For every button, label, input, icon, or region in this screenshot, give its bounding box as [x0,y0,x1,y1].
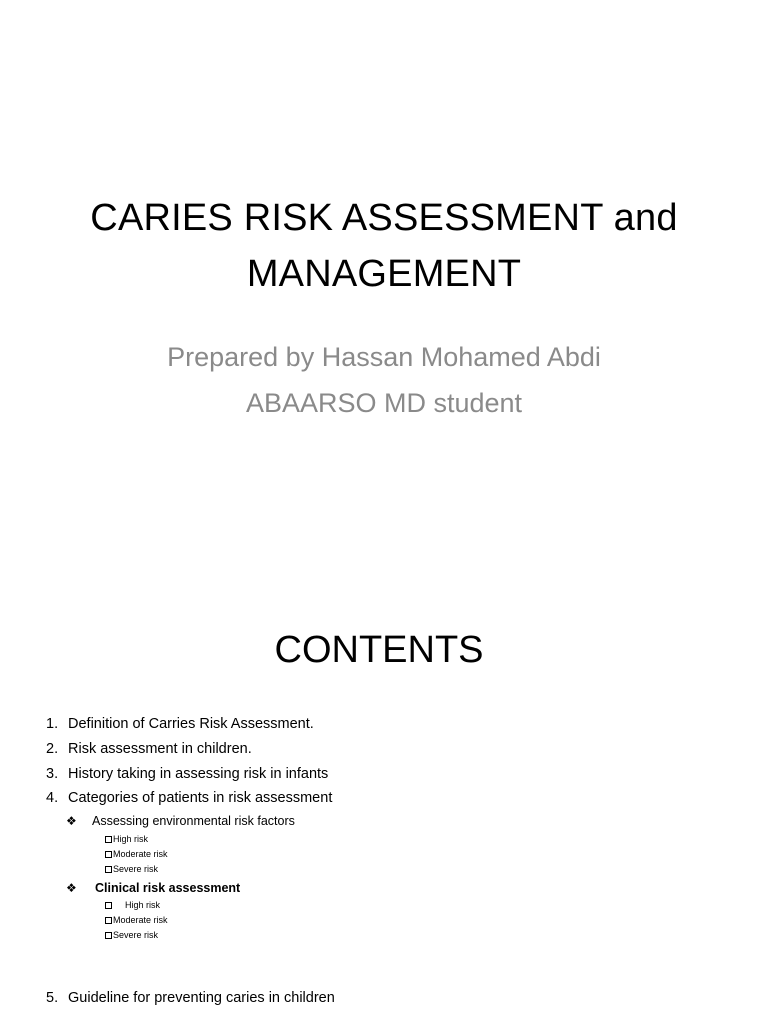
list-item-text: Definition of Carries Risk Assessment. [68,716,314,732]
checkbox-icon [105,836,112,843]
affiliation-line: ABAARSO MD student [245,388,523,418]
slide-subtitle [0,334,768,426]
sub-bullet [66,879,240,897]
list-item-text: Guideline for preventing caries in children [68,990,335,1006]
checkbox-icon [105,932,112,939]
risk-level-item: Moderate risk [105,913,168,927]
list-item-text: History taking in assessing risk in infants [68,766,329,782]
list-item-number: 1. [46,716,59,732]
checkbox-icon [105,851,112,858]
checkbox-icon [105,902,112,909]
risk-level-item: High risk [105,832,148,846]
slide-title [0,190,768,302]
sub-bullet [66,812,295,830]
list-item-number: 2. [46,741,59,757]
diamond-bullet-icon: ❖ [66,814,77,828]
checkbox-icon [105,917,112,924]
list-item [46,714,314,734]
list-item [46,788,332,808]
risk-level-item: Severe risk [105,928,158,942]
risk-level-item: Severe risk [105,862,158,876]
risk-level-item: Moderate risk [105,847,168,861]
list-item [46,988,335,1008]
list-item-number: 5. [46,990,59,1006]
list-item-text: Risk assessment in children. [68,741,252,757]
list-item-number: 4. [46,790,59,806]
list-item [46,764,328,784]
diamond-bullet-icon: ❖ [66,881,77,895]
contents-heading: CONTENTS [274,629,484,671]
checkbox-icon [105,866,112,873]
risk-level-item: High risk [105,898,160,912]
slide-title-line-1: CARIES RISK ASSESSMENT and [90,197,678,239]
slide-title-line-2: MANAGEMENT [246,253,522,295]
sub-bullet-text: Assessing environmental risk factors [92,814,295,828]
list-item-number: 3. [46,766,59,782]
list-item [46,739,252,759]
list-item-text: Categories of patients in risk assessment [68,790,333,806]
author-line: Prepared by Hassan Mohamed Abdi [167,342,601,372]
sub-bullet-text: Clinical risk assessment [95,881,241,895]
